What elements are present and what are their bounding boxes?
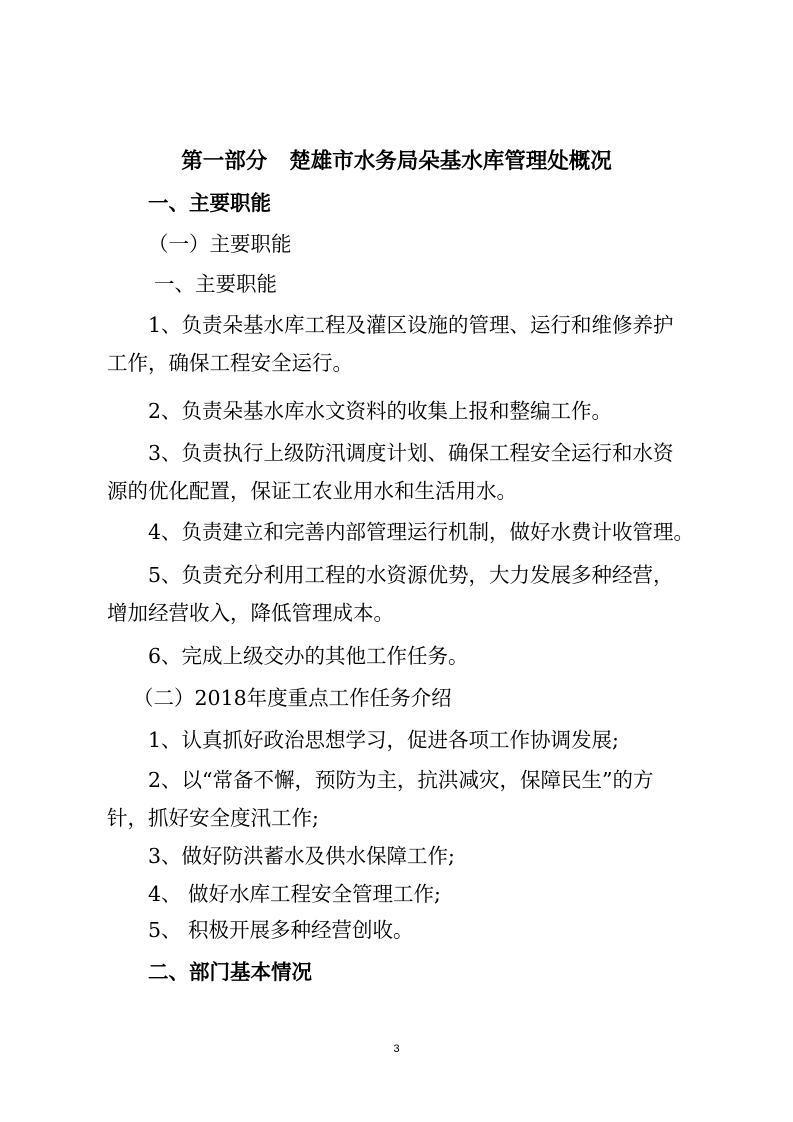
paragraph-line: 增加经营收入，降低管理成本。 (107, 601, 394, 625)
section-heading-basic-info: 二、部门基本情况 (148, 960, 312, 984)
paragraph-line: 4、负责建立和完善内部管理运行机制，做好水费计收管理。 (148, 520, 695, 544)
page-number: 3 (393, 1043, 400, 1055)
paragraph-line: 源的优化配置，保证工农业用水和生活用水。 (107, 479, 517, 503)
subsection-heading-key-tasks: （二）2018年度重点工作任务介绍 (133, 686, 452, 710)
subsection-heading-main-functions: （一）主要职能 (148, 232, 292, 256)
paragraph-line: 1、认真抓好政治思想学习，促进各项工作协调发展; (148, 728, 619, 752)
paragraph-line: 1、负责朵基水库工程及灌区设施的管理、运行和维修养护 (148, 313, 674, 337)
paragraph-line: 2、以“常备不懈，预防为主，抗洪减灾，保障民生”的方 (148, 768, 654, 792)
title-name: 楚雄市水务局朵基水库管理处概况 (289, 149, 612, 174)
paragraph-line: 工作，确保工程安全运行。 (107, 351, 353, 375)
paragraph-line: 3、做好防洪蓄水及供水保障工作; (148, 844, 455, 868)
paragraph-line: 4、 做好水库工程安全管理工作; (148, 882, 441, 906)
title-part: 第一部分 (181, 149, 268, 174)
paragraph-line: 6、完成上级交办的其他工作任务。 (148, 644, 469, 668)
section-heading-functions: 一、主要职能 (148, 191, 271, 215)
paragraph-line: 针，抓好安全度汛工作; (107, 806, 319, 830)
subsection-heading-repeat: 一、主要职能 (154, 272, 277, 296)
paragraph-line: 5、负责充分利用工程的水资源优势，大力发展多种经营， (148, 563, 674, 587)
paragraph-line: 2、负责朵基水库水文资料的收集上报和整编工作。 (148, 399, 613, 423)
page-title (0, 148, 793, 176)
paragraph-line: 3、负责执行上级防汛调度计划、确保工程安全运行和水资 (148, 441, 674, 465)
paragraph-line: 5、 积极开展多种经营创收。 (148, 918, 414, 942)
